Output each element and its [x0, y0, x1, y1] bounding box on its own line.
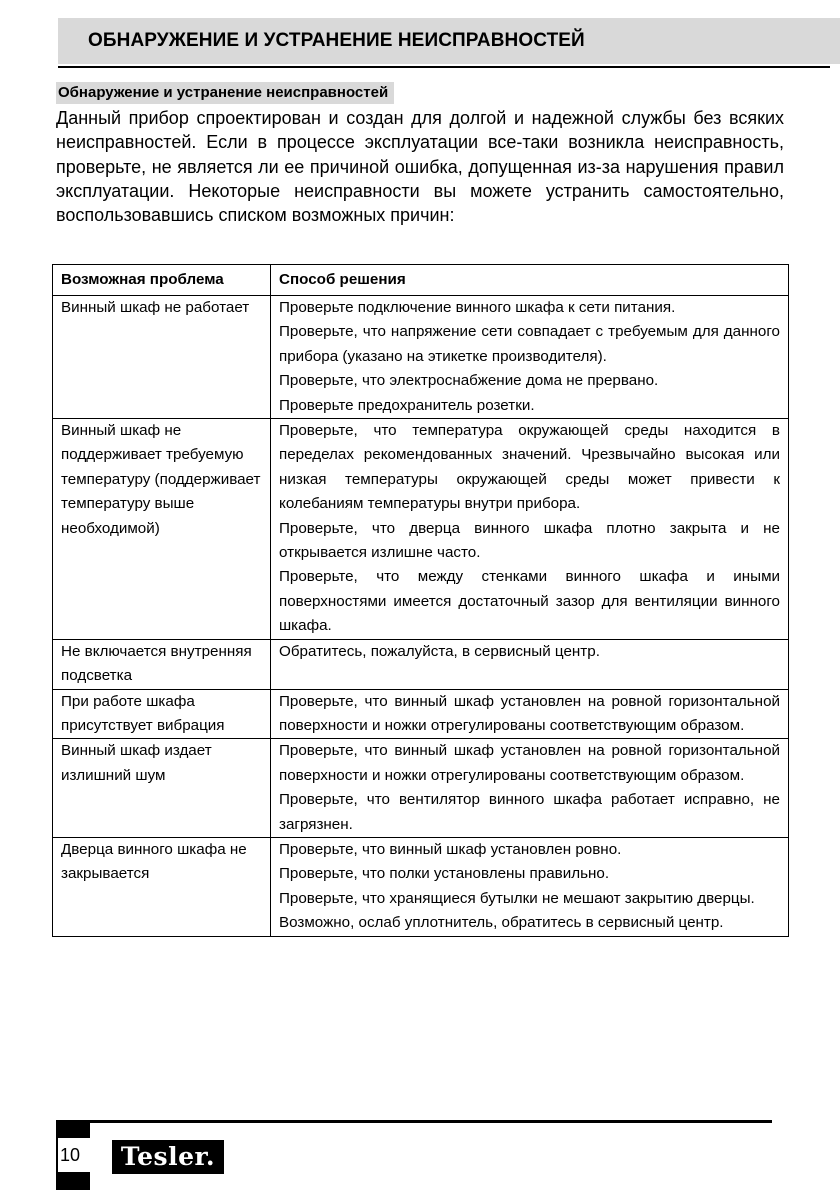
intro-paragraph: Данный прибор спроектирован и создан для долгой и надежной службы без всяких неисправностей. Если в процессе эксплуатации все-таки возникла неисправность, проверьте, не является ли ее причиной ошибка, допущенная из-за нарушения правил эксплуатации. Некоторые неисправности вы можете устранить самостоятельно, воспользовавшись списком возможных причин: [56, 108, 784, 226]
solution-line: Проверьте, что между стенками винного шкафа и иными поверхностями имеется достаточный зазор для вентиляции винного шкафа. [279, 568, 780, 635]
solution-line: Проверьте, что вентилятор винного шкафа работает исправно, не загрязнен. [279, 791, 780, 833]
problem-cell: Винный шкаф не работает [53, 296, 271, 419]
solution-line: Проверьте, что дверца винного шкафа плотно закрыта и не открывается излишне часто. [279, 519, 780, 562]
table-row [53, 296, 789, 419]
table-row [53, 689, 789, 739]
table-row [53, 419, 789, 640]
solution-line: Проверьте, что винный шкаф установлен ровно. [279, 840, 622, 858]
solution-cell [271, 419, 789, 640]
solution-line: Проверьте, что хранящиеся бутылки не мешают закрытию дверцы. [279, 889, 755, 907]
solution-line: Обратитесь, пожалуйста, в сервисный центр. [279, 642, 600, 660]
column-header-problem: Возможная проблема [53, 265, 271, 296]
solution-line: Проверьте, что напряжение сети совпадает с требуемым для данного прибора (указано на этикетке производителя). [279, 323, 780, 365]
problem-cell: При работе шкафа присутствует вибрация [53, 689, 271, 739]
solution-line: Проверьте предохранитель розетки. [279, 396, 535, 414]
solution-line: Проверьте, что электроснабжение дома не прервано. [279, 372, 659, 390]
solution-line: Возможно, ослаб уплотнитель, обратитесь в сервисный центр. [279, 914, 724, 932]
footer-rule [56, 1120, 772, 1123]
solution-cell [271, 837, 789, 936]
table-header-row [53, 265, 789, 296]
table-row [53, 739, 789, 838]
page-title: ОБНАРУЖЕНИЕ И УСТРАНЕНИЕ НЕИСПРАВНОСТЕЙ [88, 30, 585, 51]
column-header-solution: Способ решения [271, 265, 789, 296]
header-rule [58, 66, 830, 68]
brand-logo: Tesler. [112, 1140, 224, 1174]
table-row [53, 837, 789, 936]
problem-cell: Винный шкаф издает излишний шум [53, 739, 271, 838]
page-number: 10 [60, 1145, 81, 1165]
solution-cell [271, 296, 789, 419]
solution-line: Проверьте, что винный шкаф установлен на ровной горизонтальной поверхности и ножки отрегулированы соответствующим образом. [279, 742, 780, 784]
solution-line: Проверьте, что полки установлены правильно. [279, 865, 610, 883]
problem-cell: Не включается внутренняя подсветка [53, 639, 271, 689]
solution-line: Проверьте подключение винного шкафа к сети питания. [279, 299, 676, 316]
solution-cell [271, 689, 789, 739]
solution-line: Проверьте, что винный шкаф установлен на ровной горизонтальной поверхности и ножки отрегулированы соответствующим образом. [279, 692, 780, 734]
troubleshooting-table [52, 264, 789, 937]
solution-cell [271, 639, 789, 689]
problem-cell: Винный шкаф не поддерживает требуемую температуру (поддерживает температуру выше необходимой) [53, 419, 271, 640]
solution-line: Проверьте, что температура окружающей среды находится в переделах рекомендованных значений. Чрезвычайно высокая или низкая температуры окружающей среды может привести к колебаниям температуры внутри прибора. [279, 422, 780, 513]
table-row [53, 639, 789, 689]
section-heading: Обнаружение и устранение неисправностей [56, 82, 394, 104]
problem-cell: Дверца винного шкафа не закрывается [53, 837, 271, 936]
solution-cell [271, 739, 789, 838]
